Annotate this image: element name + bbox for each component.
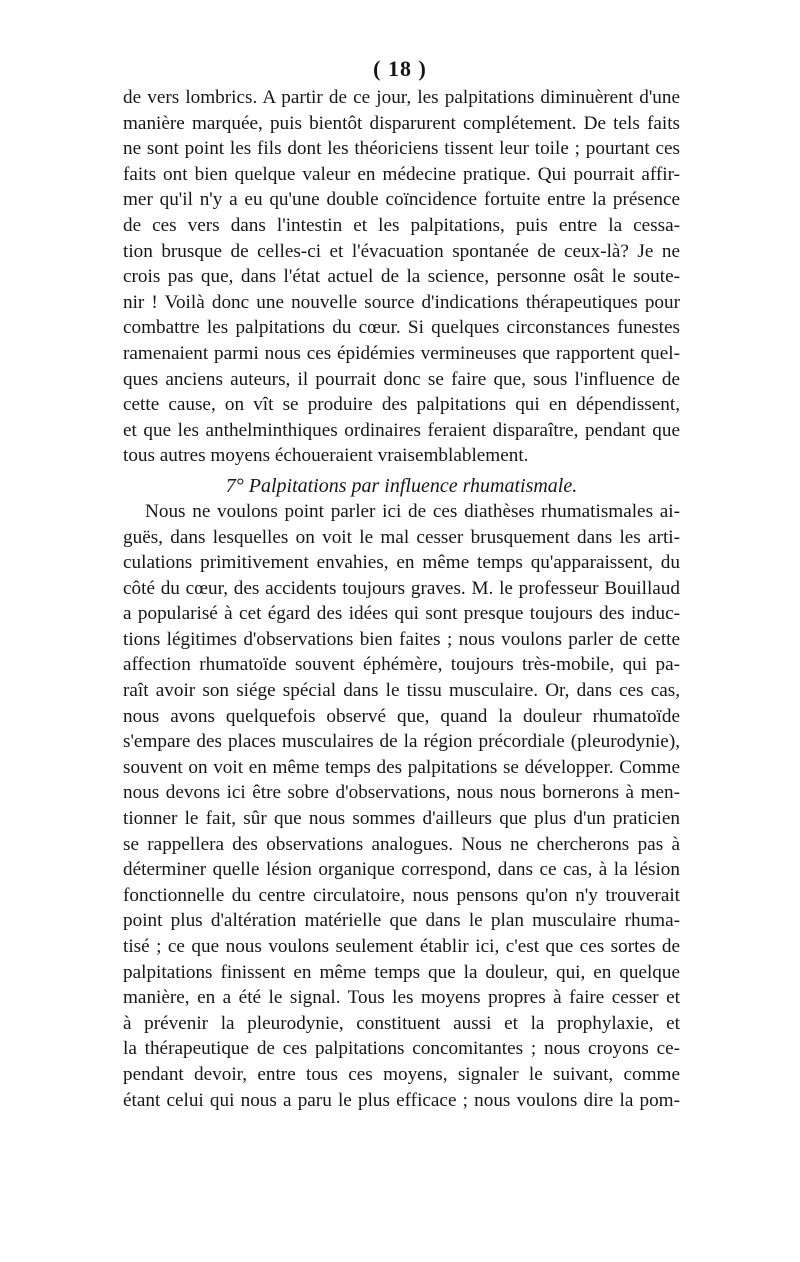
text-line: mer qu'il n'y a eu qu'une double coïncidence fortuite entre la présence <box>123 189 680 211</box>
text-line: nir ! Voilà donc une nouvelle source d'indications thérapeutiques pour <box>123 291 680 313</box>
text-line: côté du cœur, des accidents toujours graves. M. le professeur Bouillaud <box>123 577 680 599</box>
text-line: tous autres moyens échoueraient vraisemblablement. <box>123 445 529 467</box>
text-line: ne sont point les fils dont les théoriciens tissent leur toile ; pourtant ces <box>123 138 680 160</box>
text-line: cette cause, on vît se produire des palpitations qui en dépendissent, <box>123 394 680 416</box>
text-line: combattre les palpitations du cœur. Si quelques circonstances funestes <box>123 317 680 339</box>
text-line: crois pas que, dans l'état actuel de la science, personne osât le soute- <box>123 266 680 288</box>
text-line: a popularisé à cet égard des idées qui sont presque toujours des induc- <box>123 603 680 625</box>
text-line: de vers lombrics. A partir de ce jour, les palpitations diminuèrent d'une <box>123 87 680 108</box>
paragraph-2 <box>123 499 680 1113</box>
text-line: nous devons ici être sobre d'observations, nous nous bornerons à men- <box>123 782 680 804</box>
text-line: point plus d'altération matérielle que dans le plan musculaire rhuma- <box>123 910 680 932</box>
text-line: souvent on voit en même temps des palpitations se développer. Comme <box>123 756 680 778</box>
text-line: ques anciens auteurs, il pourrait donc se faire que, sous l'influence de <box>123 368 680 390</box>
body-text <box>123 85 680 1113</box>
page-number: ( 18 ) <box>373 56 427 81</box>
text-line: raît avoir son siége spécial dans le tissu musculaire. Or, dans ces cas, <box>123 680 680 702</box>
text-line: tion brusque de celles-ci et l'évacuation spontanée de ceux-là? Je ne <box>123 240 680 262</box>
text-line: déterminer quelle lésion organique correspond, dans ce cas, à la lésion <box>123 859 680 881</box>
text-line: la thérapeutique de ces palpitations concomitantes ; nous croyons ce- <box>123 1038 680 1060</box>
text-line: de ces vers dans l'intestin et les palpitations, puis entre la cessa- <box>123 214 680 236</box>
text-line: s'empare des places musculaires de la région précordiale (pleurodynie), <box>123 731 680 753</box>
section-heading: 7° Palpitations par influence rhumatismale. <box>225 474 578 497</box>
text-line: pendant devoir, entre tous ces moyens, signaler le suivant, comme <box>123 1063 680 1085</box>
text-line: guës, dans lesquelles on voit le mal cesser brusquement dans les arti- <box>123 526 680 548</box>
text-line: Nous ne voulons point parler ici de ces diathèses rhumatismales ai- <box>145 500 680 522</box>
text-line: fonctionnelle du centre circulatoire, nous pensons qu'on n'y trouverait <box>123 884 680 906</box>
text-line: culations primitivement envahies, en même temps qu'apparaissent, du <box>123 552 680 574</box>
text-line: tions légitimes d'observations bien faites ; nous voulons parler de cette <box>123 628 680 650</box>
text-line: à prévenir la pleurodynie, constituent aussi et la prophylaxie, et <box>123 1012 680 1034</box>
paragraph-1 <box>123 85 680 469</box>
text-line: tionner le fait, sûr que nous sommes d'ailleurs que plus d'un praticien <box>123 808 680 830</box>
text-line: manière marquée, puis bientôt disparurent complétement. De tels faits <box>123 112 680 134</box>
text-line: tisé ; ce que nous voulons seulement établir ici, c'est que ces sortes de <box>123 936 680 957</box>
text-line: se rappellera des observations analogues. Nous ne chercherons pas à <box>123 833 680 855</box>
text-line: manière, en a été le signal. Tous les moyens propres à faire cesser et <box>123 987 680 1009</box>
text-line: nous avons quelquefois observé que, quand la douleur rhumatoïde <box>123 705 680 727</box>
text-line: faits ont bien quelque valeur en médecine pratique. Qui pourrait affir- <box>123 163 680 185</box>
text-line: ramenaient parmi nous ces épidémies vermineuses que rapportent quel- <box>123 342 680 364</box>
text-line: palpitations finissent en même temps que la douleur, qui, en quelque <box>123 961 680 983</box>
text-line: étant celui qui nous a paru le plus efficace ; nous voulons dire la pom- <box>123 1089 680 1111</box>
text-line: et que les anthelminthiques ordinaires feraient disparaître, pendant que <box>123 419 680 441</box>
text-line: affection rhumatoïde souvent éphémère, toujours très-mobile, qui pa- <box>123 654 680 676</box>
